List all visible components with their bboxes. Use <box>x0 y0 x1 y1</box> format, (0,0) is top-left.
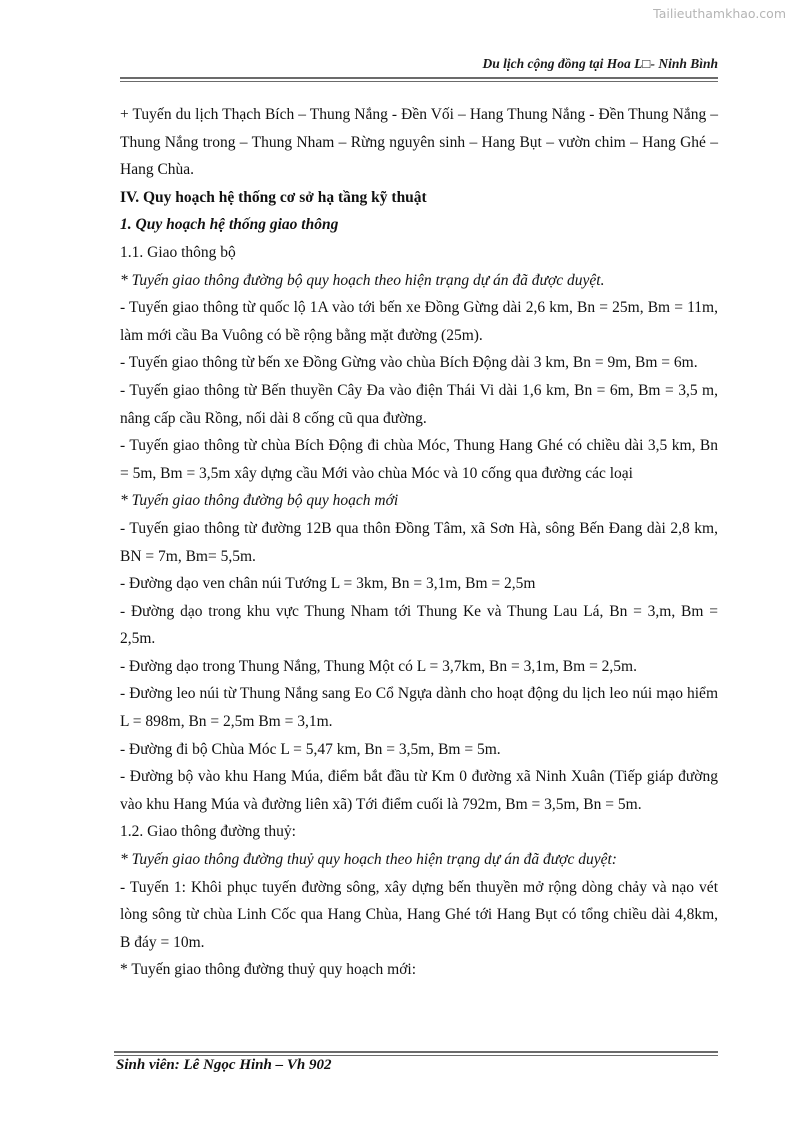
subsection-heading: 1. Quy hoạch hệ thống giao thông <box>120 216 339 234</box>
paragraph: - Đường dạo ven chân núi Tướng L = 3km, Bn = 3,1m, Bm = 2,5m <box>120 575 536 593</box>
paragraph: - Tuyến giao thông từ Bến thuyền Cây Đa vào điện Thái Vi dài 1,6 km, Bn = 6m, Bm = 3,5 m, nâng cấp cầu Rồng, nối dài 8 cống cũ qua đường. <box>120 381 718 427</box>
footer-author: Sinh viên: Lê Ngọc Hinh – Vh 902 <box>116 1057 332 1073</box>
paragraph: - Đường dạo trong Thung Nắng, Thung Một có L = 3,7km, Bn = 3,1m, Bm = 2,5m. <box>120 657 637 675</box>
paragraph: + Tuyến du lịch Thạch Bích – Thung Nắng - Đền Vối – Hang Thung Nắng - Đền Thung Nắng – Thung Nắng trong – Thung Nham – Rừng nguyên sinh – Hang Bụt – vườn chim – Hang Ghé – Hang Chùa. <box>120 106 718 179</box>
watermark: Tailieuthamkhao.com <box>653 6 786 21</box>
paragraph: - Đường bộ vào khu Hang Múa, điểm bắt đầu từ Km 0 đường xã Ninh Xuân (Tiếp giáp đường vào khu Hang Múa và đường liên xã) Tới điểm cuối là 792m, Bm = 3,5m, Bn = 5m. <box>120 768 718 813</box>
paragraph: - Tuyến giao thông từ chùa Bích Động đi chùa Móc, Thung Hang Ghé có chiều dài 3,5 km, Bn = 5m, Bm = 3,5m xây dựng cầu Mới vào chùa Móc và 10 cống qua đường các loại <box>120 437 718 482</box>
paragraph: - Đường đi bộ Chùa Móc L = 5,47 km, Bn = 3,5m, Bm = 5m. <box>120 740 501 758</box>
paragraph: * Tuyến giao thông đường thuỷ quy hoạch theo hiện trạng dự án đã được duyệt: <box>120 851 617 869</box>
paragraph: 1.1. Giao thông bộ <box>120 243 236 261</box>
paragraph: - Đường dạo trong khu vực Thung Nham tới Thung Ke và Thung Lau Lá, Bn = 3,m, Bm = 2,5m. <box>120 602 718 648</box>
paragraph: * Tuyến giao thông đường bộ quy hoạch theo hiện trạng dự án đã được duyệt. <box>120 271 605 289</box>
running-header: Du lịch cộng đồng tại Hoa L□- Ninh Bình <box>482 56 718 71</box>
paragraph: - Tuyến giao thông từ quốc lộ 1A vào tới bến xe Đồng Gừng dài 2,6 km, Bn = 25m, Bm = 11m, làm mới cầu Ba Vuông có bề rộng bằng mặt đường (25m). <box>120 299 718 344</box>
section-heading: IV. Quy hoạch hệ thống cơ sở hạ tầng kỹ thuật <box>120 188 427 206</box>
header-rule <box>120 77 718 82</box>
paragraph: - Tuyến giao thông từ bến xe Đồng Gừng vào chùa Bích Động dài 3 km, Bn = 9m, Bm = 6m. <box>120 354 698 372</box>
footer-rule <box>114 1051 718 1056</box>
paragraph: - Đường leo núi từ Thung Nắng sang Eo Cổ Ngựa dành cho hoạt động du lịch leo núi mạo hiểm L = 898m, Bn = 2,5m Bm = 3,1m. <box>120 685 718 731</box>
paragraph: - Tuyến 1: Khôi phục tuyến đường sông, xây dựng bến thuyền mở rộng dòng chảy và nạo vét lòng sông từ chùa Linh Cốc qua Hang Chùa, Hang Ghé tới Hang Bụt có tổng chiều dài 4,8km, B đáy = 10m. <box>120 878 718 951</box>
document-body <box>120 101 718 984</box>
paragraph: * Tuyến giao thông đường thuỷ quy hoạch mới: <box>120 961 417 979</box>
paragraph: 1.2. Giao thông đường thuỷ: <box>120 823 296 841</box>
paragraph: * Tuyến giao thông đường bộ quy hoạch mới <box>120 492 399 510</box>
paragraph: - Tuyến giao thông từ đường 12B qua thôn Đồng Tâm, xã Sơn Hà, sông Bến Đang dài 2,8 km, BN = 7m, Bm= 5,5m. <box>120 519 718 565</box>
